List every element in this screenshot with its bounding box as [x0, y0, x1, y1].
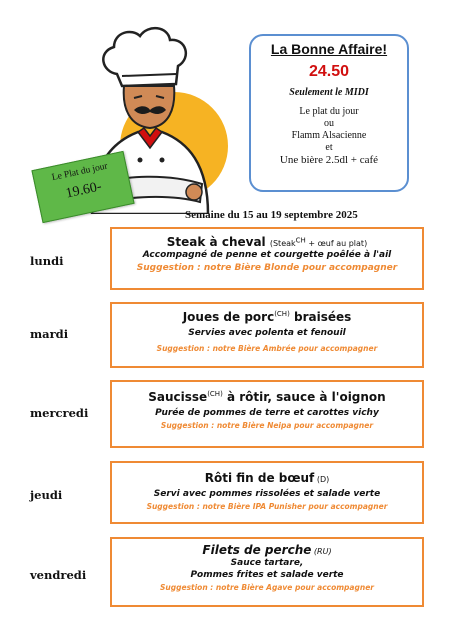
menu-box-vendredi	[110, 537, 424, 607]
dish-tag: (RU)	[311, 547, 332, 556]
offer-line: et	[325, 142, 333, 153]
dish-name: Rôti fin de bœuf	[204, 471, 315, 485]
dish-description: Pommes frites et salade verte	[190, 570, 344, 580]
day-label-vendredi: vendredi	[30, 568, 87, 582]
dish-tag: (D)	[314, 475, 330, 484]
offer-price: 24.50	[308, 63, 350, 80]
offer-lines	[251, 106, 407, 166]
day-label-mardi: mardi	[30, 327, 69, 341]
dish-description: Sauce tartare,	[230, 558, 304, 568]
dish-description: Accompagné de penne et courgette poêlée à l'ail	[142, 250, 392, 260]
offer-title: La Bonne Affaire!	[270, 41, 388, 57]
dish-description: Servi avec pommes rissolées et salade verte	[153, 489, 381, 499]
offer-note: Seulement le MIDI	[289, 87, 369, 98]
offer-line: Flamm Alsacienne	[291, 130, 367, 141]
dish-tag: (CH)	[274, 310, 290, 318]
dish-title: Joues de porc$^{(CH)}$ braisées	[182, 310, 352, 324]
beer-suggestion: Suggestion : notre Bière IPA Punisher pour accompagner	[146, 502, 388, 511]
dish-description: Purée de pommes de terre et carottes vichy	[155, 408, 379, 418]
offer-line: Une bière 2.5dl + café	[279, 154, 379, 166]
dish-title: Saucisse$^{(CH)}$ à rôtir, sauce à l'oignon	[148, 390, 386, 404]
beer-suggestion: Suggestion : notre Bière Blonde pour accompagner	[136, 263, 398, 273]
dish-title	[112, 543, 422, 557]
dish-name: Saucisse	[148, 390, 208, 404]
day-label-lundi: lundi	[30, 254, 64, 268]
daily-label: Le Plat du jour	[51, 161, 109, 184]
day-label-jeudi: jeudi	[30, 488, 63, 502]
day-label-mercredi: mercredi	[30, 406, 89, 420]
beer-suggestion: Suggestion : notre Bière Ambrée pour accompagner	[156, 344, 378, 353]
beer-suggestion: Suggestion : notre Bière Agave pour accompagner	[160, 583, 374, 592]
menu-box-lundi	[110, 227, 424, 290]
dish-name: Joues de porc	[182, 310, 275, 324]
beer-suggestion: Suggestion : notre Bière Neipa pour accompagner	[160, 421, 374, 430]
menu-box-mardi	[110, 302, 424, 368]
dish-name: Steak à cheval	[166, 235, 266, 249]
offer-line: ou	[324, 118, 334, 129]
dish-name: Filets de perche	[202, 543, 312, 557]
dish-tag: (CH)	[207, 390, 223, 398]
dish-title	[112, 235, 422, 249]
week-title: Semaine du 15 au 19 septembre 2025	[185, 209, 358, 221]
dish-description: Servies avec polenta et fenouil	[188, 328, 346, 338]
menu-box-jeudi	[110, 461, 424, 524]
dish-tag: (Steak$^{CH}$ + œuf au plat)	[269, 236, 368, 248]
offer-line: Le plat du jour	[299, 106, 359, 117]
offer-box	[249, 34, 409, 192]
menu-box-mercredi	[110, 380, 424, 448]
dish-title	[112, 471, 422, 485]
daily-price: 19.60-	[64, 179, 103, 202]
